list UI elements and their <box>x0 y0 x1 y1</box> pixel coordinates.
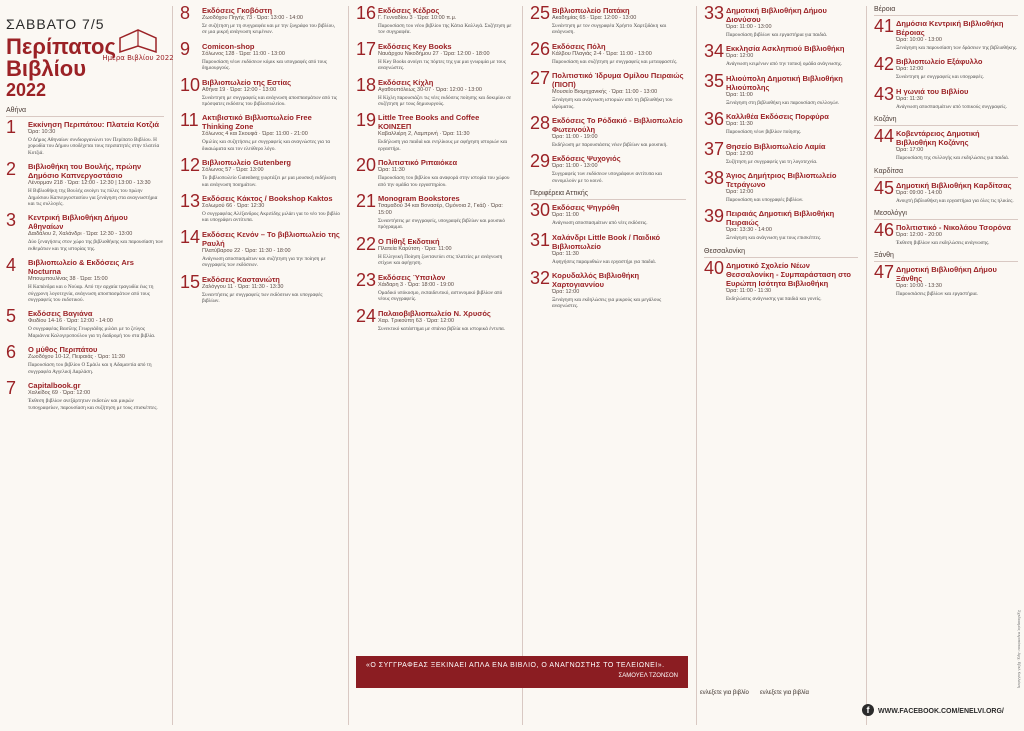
venue-name: Capitalbook.gr <box>28 381 81 391</box>
venue-number: 15 <box>180 271 201 292</box>
venue-name: Βιβλιοπωλείο & Εκδόσεις Ars Nocturna <box>28 258 134 277</box>
venue-description: Συνεκτικό κατάστημα με σπάνια βιβλία και ιστορικά έντυπα. <box>378 325 506 332</box>
venue-name: Comicon-shop <box>202 41 255 51</box>
venue-address-time: Ώρα: 13:30 - 14:00 <box>726 227 772 234</box>
venue-description: Παρουσίαση του βιβλίου Ο Σμάιλι και η Αδαμαντία από τη συγγραφέα Αγγελική Δαρλάση. <box>28 362 152 375</box>
venue-name: Εκδόσεις Πόλη <box>552 41 606 51</box>
book-day-logo <box>102 8 174 64</box>
venue-name: Εκδόσεις Ψυχογιός <box>552 154 621 164</box>
venue-name: Εκδόσεις Καστανιώτη <box>202 274 280 284</box>
venue-entry <box>530 38 686 65</box>
venue-number: 37 <box>704 138 725 159</box>
column-divider <box>172 6 173 725</box>
venue-description: Παρουσίαση του βιβλίου και αναφορά στην ιστορία του χώρου από την ομάδα του εργαστηρίου. <box>378 175 510 188</box>
venue-name: Παλαιοβιβλιοπωλείο Ν. Χρυσός <box>378 308 491 318</box>
venue-entry <box>530 151 686 184</box>
venue-number: 22 <box>356 233 377 254</box>
venue-entry <box>704 3 858 38</box>
venue-number: 39 <box>704 206 725 227</box>
column-4 <box>524 0 692 731</box>
venue-number: 1 <box>6 117 17 137</box>
region-heading: Αθήνα <box>6 107 164 117</box>
venue-description: Ο συγγραφέας Βασίλης Γεωργιάδης μιλάει με το ζεύγος Μαριάννα Καλογεροπούλου για τη διαδρομή του στα βιβλία. <box>28 326 156 339</box>
venue-description: Συγγραφείς των εκδόσεων υπογράφουν αντίτυπα και συνομιλούν με το κοινό. <box>552 171 662 184</box>
venue-number: 25 <box>530 3 551 23</box>
venue-entry <box>356 74 514 108</box>
venue-entry <box>180 38 340 72</box>
venue-description: Παρουσίαση βιβλίων και εργαστήρια για παιδιά. <box>726 32 828 38</box>
venue-name: Κοβεντάρειος Δημοτική Βιβλιοθήκη Κοζάνης <box>896 129 980 148</box>
venue-address-time: Ώρα: 11:00 - 19:00 <box>552 134 598 141</box>
region-heading: Θεσσαλονίκη <box>704 248 858 258</box>
venue-entry <box>180 226 340 269</box>
venue-description: Παρουσίαση της συλλογής και εκδηλώσεις για παιδιά. <box>896 155 1010 162</box>
venue-address-time: Πλατύβαρου 22 · Ώρα: 11:30 - 18:00 <box>202 247 291 254</box>
venue-entry <box>874 83 1018 110</box>
venue-entry <box>180 110 340 152</box>
venue-description: Εκδήλωση για παιδιά και ενηλίκους με αφήγηση ιστοριών και εργαστήρι. <box>378 139 508 152</box>
venue-address-time: Μπουμπουλίνας 38 · Ώρα: 15:00 <box>28 276 108 283</box>
venue-address-time: Ώρα: 10:00 - 13:30 <box>896 283 942 290</box>
quote-text: «Ο ΣΥΓΓΡΑΦΕΑΣ ΞΕΚΙΝΑΕΙ ΑΠΛΑ ΕΝΑ ΒΙΒΛΙΟ, Ο ΑΝΑΓΝΩΣΤΗΣ ΤΟ ΤΕΛΕΙΩΝΕΙ». <box>366 662 665 669</box>
venue-address-time: Πλατεία Καρύτση · Ώρα: 11:00 <box>378 245 452 252</box>
region-heading: Καρδίτσα <box>874 168 1018 178</box>
venue-number: 23 <box>356 269 377 290</box>
venue-number: 12 <box>180 155 201 176</box>
venue-address-time: Ώρα: 11:30 <box>378 167 405 174</box>
venue-address-time: Γ. Γενναδίου 3 · Ώρα: 10:00 π.μ. <box>378 15 457 21</box>
region-heading: Κοζάνη <box>874 116 1018 126</box>
venue-address-time: Ώρα: 12:00 <box>726 150 754 157</box>
venue-entry <box>356 191 514 231</box>
venue-description: Δύο ξεναγήσεις στον χώρο της βιβλιοθήκης και παρουσίαση των εκθεμάτων και της ιστορίας της. <box>28 239 164 252</box>
venue-name: Δημόσια Κεντρική Βιβλιοθήκη Βέροιας <box>896 19 1004 37</box>
venue-description: Ξενάγηση και ανάγνωση για τους επισκέπτες. <box>726 235 822 242</box>
venue-entry <box>530 200 686 227</box>
venue-entry <box>6 342 164 375</box>
partner-logo: ενλεξετε για βιβλία <box>760 690 809 696</box>
venue-number: 43 <box>874 83 895 104</box>
venue-address-time: Ώρα: 10:30 <box>28 129 56 135</box>
venue-address-time: Σόλωνος 4 και Σκουφά · Ώρα: 11:00 - 21:00 <box>202 131 308 138</box>
venue-description: Ο συγγραφέας Αλέξανδρος Ακριτίδης μιλάει για το νέο του βιβλίο και υπογράφει αντίτυπα. <box>202 211 340 224</box>
venue-description: Παρουσίαση και συζήτηση με συγγραφείς και μεταφραστές. <box>552 58 678 65</box>
svg-text:Ημέρα Βιβλίου 2022: Ημέρα Βιβλίου 2022 <box>102 54 174 62</box>
venue-name: Η γωνιά του Βιβλίου <box>896 86 969 96</box>
venue-entry <box>874 177 1018 204</box>
venue-entry <box>6 117 164 156</box>
venue-address-time: Ώρα: 11:00 - 13:00 <box>726 24 772 30</box>
venue-entry <box>530 3 686 36</box>
venue-address-time: Ώρα: 11:30 <box>896 95 923 102</box>
venue-entry <box>530 113 686 149</box>
venue-entry <box>530 229 686 265</box>
venue-description: Ξενάγηση και παρουσίαση των δράσεων της βιβλιοθήκης. <box>896 45 1018 51</box>
venue-address-time: Χαρ. Τρικούπη 63 · Ώρα: 12:00 <box>378 317 455 324</box>
venue-address-time: Ώρα: 11:00 - 13:00 <box>552 163 598 170</box>
venue-name: Εκδόσεις Ψηγρόθη <box>552 203 620 213</box>
venue-name: Βιβλιοθήκη του Βουλής, πρώην Δημόσιο Καπνεργοστάσιο <box>28 162 142 181</box>
venue-description: Εκδηλώσεις ανάγνωσης για παιδιά και γονείς. <box>726 295 822 302</box>
venue-name: Εκδόσεις Ύπσιλον <box>378 272 446 282</box>
venue-address-time: Ζωοδόχου 10-12, Πειραιάς · Ώρα: 11:30 <box>28 354 125 361</box>
venue-number: 42 <box>874 54 895 75</box>
column-2 <box>174 0 346 731</box>
venue-name: Εκδόσεις Γκοβόστη <box>202 6 273 15</box>
venue-address-time: Σολωμού 66 · Ώρα: 12:30 <box>202 203 265 210</box>
venue-description: Ξενάγηση και εκδηλώσεις για μικρούς και μεγάλους αναγνώστες. <box>552 297 662 310</box>
venue-number: 11 <box>180 110 199 131</box>
venue-number: 32 <box>530 268 551 289</box>
venue-description: Η Key Books ανοίγει τις πόρτες της για μια γνωριμία με τους αναγνώστες. <box>378 58 506 72</box>
facebook-icon: f <box>862 704 874 716</box>
entries-list <box>530 3 686 310</box>
venue-number: 26 <box>530 38 551 59</box>
venue-name: Εκδόσεις Key Books <box>378 41 452 51</box>
venue-name: Little Tree Books and Coffee ΚΟΙΝΣΕΠ <box>378 113 480 132</box>
venue-number: 36 <box>704 109 725 130</box>
venue-number: 9 <box>180 38 191 59</box>
venue-address-time: Φειδίου 14-16 · Ώρα: 12:00 - 14:00 <box>28 318 113 325</box>
venue-entry <box>874 262 1018 298</box>
column-5 <box>698 0 864 731</box>
venue-entry <box>180 155 340 188</box>
venue-entry <box>356 155 514 188</box>
venue-number: 14 <box>180 226 201 247</box>
venue-entry <box>704 206 858 242</box>
venue-description: Η Καπάνδρα και ο Νούαρ. Από την αρχαία τραγωδία έως τη σύγχρονη λογοτεχνία, ανάγνωση αποσπασμάτων από τους συγγραφείς του εκδοτικού. <box>28 284 154 304</box>
column-6 <box>868 0 1024 731</box>
venue-entry <box>356 3 514 36</box>
venue-description: Η Βιβλιοθήκη της Βουλής ανοίγει τις πύλες του πρώην Δημόσιου Καπνεργοστασίου για ξενάγηση στα αναγνωστήρια και τις συλλογές. <box>28 188 158 208</box>
venue-name: Εκδόσεις Κίχλη <box>378 77 434 87</box>
venue-description: Ξενάγηση στη βιβλιοθήκη και παρουσίαση συλλογών. <box>726 99 840 106</box>
venue-entry <box>874 16 1018 51</box>
event-date: ΣΑΒΒΑΤΟ 7/5 <box>6 16 105 32</box>
venue-number: 10 <box>180 74 201 95</box>
venue-entry <box>356 269 514 303</box>
venue-entry <box>6 255 164 304</box>
venue-description: Παρουσιάσεις βιβλίων και εργαστήρια. <box>896 291 978 298</box>
venue-address-time: Ώρα: 09:00 - 14:00 <box>896 189 942 196</box>
region-heading: Βέροια <box>874 6 1018 16</box>
venue-entry <box>356 110 514 152</box>
venue-entry <box>356 233 514 267</box>
venue-number: 35 <box>704 70 725 91</box>
venue-entry <box>6 210 164 252</box>
venue-address-time: Αθήνα 19 · Ώρα: 12:00 - 13:00 <box>202 86 277 93</box>
venue-entry <box>356 38 514 72</box>
venue-name: Βιβλιοπωλείο Gutenberg <box>202 158 291 168</box>
venue-description: Εκδήλωση με παρουσιάσεις νέων βιβλίων και μουσική. <box>552 142 668 149</box>
venue-address-time: Ώρα: 12:00 <box>896 66 924 73</box>
venue-description: Συναντήσεις με συγγραφείς, υπογραφές βιβλίων και μουσικό πρόγραμμα. <box>378 218 505 231</box>
venue-name: Εκκλησία Ασκληπιού Βιβλιοθήκη <box>726 44 845 54</box>
venue-address-time: Κάλβου Πλαγιάς 2-4 · Ώρα: 11:00 - 13:00 <box>552 50 652 57</box>
venue-address-time: Ώρα: 12:00 <box>726 53 754 60</box>
venue-name: Βιβλιοπωλείο της Εστίας <box>202 77 292 87</box>
venue-number: 21 <box>356 191 377 212</box>
venue-number: 16 <box>356 3 377 23</box>
venue-number: 45 <box>874 177 895 198</box>
venue-name: Monogram Bookstores <box>378 194 460 204</box>
venue-address-time: Χάιδαρη 3 · Ώρα: 18:00 - 19:00 <box>378 281 454 288</box>
venue-address-time: Ζαλόγγου 11 · Ώρα: 11:30 - 13:30 <box>202 283 284 290</box>
design-credit: Σχεδιασμός περιπάτου: Αρχ. Εβελ Καλλιάνη <box>1017 610 1022 688</box>
venue-entry <box>180 191 340 224</box>
venue-description: Το βιβλιοπωλείο Gutenberg γιορτάζει με μια μουσική εκδήλωση και ανάγνωση ποιημάτων. <box>202 175 337 188</box>
entries-list <box>6 107 164 411</box>
venue-name: Πολιτιστικό Ίδρυμα Ομίλου Πειραιώς (ΠΙΟΠ) <box>552 71 684 90</box>
region-heading: Ξάνθη <box>874 252 1018 262</box>
venue-name: Ηλιούπολη Δημοτική Βιβλιοθήκη Ηλιούπολης <box>726 73 843 92</box>
venue-description: Ξενάγηση και ανάγνωση ιστοριών από τη βιβλιοθήκη του ιδρύματος. <box>552 97 673 110</box>
venue-description: Έκθεση βιβλίων και εκδηλώσεις ανάγνωσης. <box>896 240 990 247</box>
venue-name: Κεντρική Βιβλιοθήκη Δήμου Αθηναίων <box>28 213 128 232</box>
venue-address-time: Ώρα: 10:00 - 13:00 <box>896 37 942 43</box>
venue-entry <box>874 126 1018 162</box>
venue-name: Πολιτιστικό - Νικολάου Τσορόνα <box>896 223 1011 233</box>
venue-address-time: Ώρα: 11:00 <box>552 212 579 219</box>
column-divider <box>866 6 867 725</box>
venue-name: Δημοτική Βιβλιοθήκη Καρδίτσας <box>896 180 1012 190</box>
venue-entry <box>704 257 858 302</box>
venue-name: Εκδόσεις Κενόν – Το βιβλιοπωλείο της Ραυλή <box>202 229 340 248</box>
venue-name: Βιβλιοπωλείο Πατάκη <box>552 6 630 15</box>
venue-address-time: Ζωοδόχου Πηγής 73 · Ώρα: 13:00 - 14:00 <box>202 15 303 21</box>
venue-number: 4 <box>6 255 17 276</box>
venue-description: Η Κίχλη παρουσιάζει τις νέες εκδόσεις ποίησης και δοκιμίου σε συζήτηση με τους δημιουργούς. <box>378 94 512 108</box>
venue-address-time: Σόλωνος 128 · Ώρα: 11:00 - 13:00 <box>202 50 285 57</box>
venue-number: 18 <box>356 74 377 95</box>
venue-description: Σε συζήτηση με τη συγγραφέα και με την ζωγράφο του βιβλίου, σε μια μικρή ανάγνωση κειμένων. <box>202 23 336 36</box>
venue-address-time: Ώρα: 11:30 <box>726 121 753 128</box>
venue-name: Δημοτικό Σχολείο Νέων Θεσσαλονίκη - Συμπαράσταση στο Ευρώπη Ισότητα Βιβλιοθήκη <box>726 260 851 288</box>
venue-number: 20 <box>356 155 377 176</box>
venue-description: Συνάντηση με συγγραφείς και ανάγνωση αποσπασμάτων από τις πρόσφατες εκδόσεις του βιβλιοπωλείου. <box>202 94 337 108</box>
column-1 <box>0 0 174 731</box>
venue-address-time: Αγαθουπόλεως 30-07 · Ώρα: 12:00 - 13:00 <box>378 86 482 93</box>
venue-description: Ο Δήμος Αθηναίων συνδιοργανώνει τον Περίπατο Βιβλίου. Η χορωδία του Δήμου υποδέχεται τους περιπατητές στην πλατεία Κοτζιά. <box>28 137 160 156</box>
venue-entry <box>704 109 858 136</box>
venue-address-time: Χαλκίδος 69 · Ώρα: 12:00 <box>28 390 91 397</box>
venue-description: Αφηγήσεις παραμυθιών και εργαστήρι για παιδιά. <box>552 258 657 265</box>
venue-number: 2 <box>6 159 17 180</box>
venue-description: Συναντήσεις με συγγραφείς των εκδόσεων και υπογραφές βιβλίων. <box>202 291 323 305</box>
venue-description: Παρουσίαση νέων βιβλίων ποίησης. <box>726 129 802 136</box>
venue-name: Εκδόσεις Το Ρόδακιό - Βιβλιοπωλείο Φωτεινούλη <box>552 116 683 135</box>
venue-number: 7 <box>6 378 17 399</box>
venue-name: Άγιος Δημήτριος Βιβλιοπωλείο Τετράγωνο <box>726 171 837 190</box>
venue-address-time: Ακαδημίας 65 · Ώρα: 12:00 - 13:00 <box>552 15 637 21</box>
venue-address-time: Λένορμαν 218 · Ώρα: 12:00 - 12:30 | 13:00 - 13:30 <box>28 180 151 187</box>
venue-address-time: Ώρα: 12:00 - 20:00 <box>896 232 942 239</box>
venue-name: Εκδόσεις Βαγιάνα <box>28 309 93 319</box>
quote-banner <box>356 656 688 688</box>
venue-name: Πειραιάς Δημοτική Βιβλιοθήκη Πειραιώς <box>726 209 835 228</box>
venue-entry <box>874 54 1018 81</box>
venue-name: Ο μύθος Περιπάτου <box>28 345 98 355</box>
venue-name: Πολιτιστικό Ριπαιόκεα <box>378 158 458 168</box>
venue-name: Δημοτική Βιβλιοθήκη Δήμου Διονύσου <box>726 6 827 24</box>
venue-address-time: Σόλωνος 57 · Ώρα: 13:00 <box>202 167 264 174</box>
venue-entry <box>704 168 858 204</box>
venue-number: 27 <box>530 68 551 89</box>
venue-description: Παρουσίαση νέων εκδόσεων κόμικ και υπογραφές από τους δημιουργούς. <box>202 58 327 72</box>
venue-entry <box>180 3 340 36</box>
venue-name: Εκδόσεις Κάκτος / Bookshop Kaktos <box>202 194 333 204</box>
venue-description: Ομαδικό υπόκοσμο, εκπαιδευτικό, αστυνομικό βιβλίων από νέους συγγραφείς. <box>378 289 503 303</box>
venue-entry <box>180 74 340 108</box>
region-heading: Μεσολόγγι <box>874 210 1018 220</box>
venue-name: Χαλάνδρι Little Book / Παιδικό Βιβλιοπωλείο <box>552 232 661 251</box>
region-heading: Περιφέρεια Αττικής <box>530 190 686 200</box>
venue-name: Βιβλιοπωλείο Εξάφυλλο <box>896 57 983 67</box>
venue-description: Ανάγνωση αποσπασμάτων από τοπικούς συγγραφείς. <box>896 103 1007 110</box>
venue-number: 47 <box>874 262 895 283</box>
event-year: 2022 <box>6 80 47 100</box>
venue-number: 41 <box>874 16 895 36</box>
venue-name: Κορυδαλλός Βιβλιοθήκη Χαρτογιαννίου <box>552 271 640 290</box>
venue-entry <box>704 41 858 68</box>
venue-description: Ανοιχτή βιβλιοθήκη και εργαστήρια για όλες τις ηλικίες. <box>896 197 1014 204</box>
venue-description: Παρουσίαση του νέου βιβλίου της Κάτια Καλλιγά. Συζήτηση με τον συγγραφέα. <box>378 23 512 36</box>
venue-number: 40 <box>704 257 725 278</box>
venue-description: Έκθεση βιβλίων ανεξάρτητων εκδοτών και μικρών τυπογραφείων, παρουσίαση και συζήτηση με τους επισκέπτες. <box>28 398 158 411</box>
venue-name: Εκκίνηση Περιπάτου: Πλατεία Κοτζιά <box>28 120 160 129</box>
venue-number: 13 <box>180 191 201 212</box>
venue-name: Θησείο Βιβλιοπωλείο Λαμία <box>726 141 826 151</box>
column-3 <box>350 0 520 731</box>
venue-address-time: Ώρα: 12:00 <box>552 289 580 296</box>
quote-author: ΣΑΜΟΥΕΛ ΤΖΟΝΣΟΝ <box>618 673 678 679</box>
venue-entry <box>6 306 164 339</box>
venue-description: Η Ελληνική Ποίηση ζωντανεύει στις πλατείες με ανάγνωση στίχων και αφήγηση. <box>378 253 503 267</box>
venue-address-time: Ώρα: 12:00 <box>726 189 754 196</box>
venue-description: Ανάγνωση κειμένων από την τοπική ομάδα ανάγνωσης. <box>726 61 843 68</box>
venue-address-time: Δαιδάλου 2, Χαλάνδρι · Ώρα: 12:30 - 13:00 <box>28 231 133 238</box>
venue-entry <box>6 378 164 411</box>
venue-entry <box>874 220 1018 247</box>
column-divider <box>522 6 523 725</box>
venue-address-time: Ώρα: 17:00 <box>896 147 924 154</box>
venue-number: 28 <box>530 113 551 134</box>
venue-number: 8 <box>180 3 191 23</box>
venue-description: Ανάγνωση αποσπασμάτων από νέες εκδόσεις. <box>552 220 648 227</box>
venue-entry <box>530 268 686 310</box>
venue-number: 5 <box>6 306 17 327</box>
venue-name: Δημοτική Βιβλιοθήκη Δήμου Ξάνθης <box>896 265 997 284</box>
venue-address-time: Ώρα: 11:00 - 11:30 <box>726 287 772 294</box>
venue-number: 24 <box>356 305 377 326</box>
venue-number: 44 <box>874 126 895 147</box>
venue-name: Εκδόσεις Κέδρος <box>378 6 440 15</box>
venue-address-time: Ώρα: 11:30 <box>552 250 579 257</box>
poster-header <box>6 16 174 101</box>
venue-description: Ομιλίες και συζητήσεις με συγγραφείς και αναγνώστες για τα δικαιώματα και τον ελεύθερο λόγο. <box>202 139 331 152</box>
venue-number: 3 <box>6 210 17 231</box>
facebook-url: WWW.FACEBOOK.COM/ENELVI.ORG/ <box>878 708 1004 715</box>
entries-list <box>356 3 514 332</box>
venue-number: 46 <box>874 220 895 241</box>
entries-list <box>180 3 340 305</box>
venue-entry <box>704 138 858 165</box>
venue-address-time: Ναυάρχου Νικοδήμου 27 · Ώρα: 12:00 - 18:00 <box>378 50 490 57</box>
venue-number: 29 <box>530 151 551 172</box>
venue-entry <box>6 159 164 208</box>
venue-number: 30 <box>530 200 551 221</box>
event-title: Περίπατος Βιβλίου <box>6 34 116 81</box>
venue-number: 6 <box>6 342 17 363</box>
venue-entry <box>704 70 858 106</box>
venue-address-time: Ώρα: 11:00 <box>726 91 753 98</box>
facebook-link[interactable] <box>862 704 1004 716</box>
venue-address-time: Καβαλλιέρη 2, Λαμπρινή · Ώρα: 11:30 <box>378 131 470 138</box>
venue-description: Ανάγνωση αποσπασμάτων και συζήτηση για την ποίηση με συγγραφείς των εκδόσεων. <box>202 255 326 269</box>
venue-description: Συνάντηση με τον συγγραφέα Χρήστο Χαρτζιδάκη και ανάγνωση. <box>552 23 667 36</box>
entries-list <box>874 6 1018 298</box>
column-divider <box>696 6 697 725</box>
venue-number: 17 <box>356 38 377 59</box>
venue-address-time: Μουσείο Βιομηχανικής · Ώρα: 11:00 - 13:00 <box>552 89 658 96</box>
venue-entry <box>530 68 686 110</box>
entries-list <box>704 3 858 302</box>
venue-number: 31 <box>530 229 551 250</box>
venue-description: Συνάντηση με συγγραφείς και υπογραφές. <box>896 74 984 81</box>
venue-entry <box>180 271 340 305</box>
partner-logo: ενλεξετε για βιβλίο <box>700 690 749 696</box>
venue-number: 34 <box>704 41 725 62</box>
venue-name: Ακτιβιστικό Βιβλιοπωλείο Free Thinking Zone <box>202 113 312 132</box>
venue-entry <box>356 305 514 332</box>
venue-description: Συζήτηση με συγγραφείς για τη λογοτεχνία. <box>726 158 818 165</box>
venue-name: Καλλιθέα Εκδόσεις Πορφύρα <box>726 112 829 122</box>
venue-address-time: Τσαμαδού 34 και Βονασέρ, Ομόνοια 2, Γκάζι · Ώρα: 15:00 <box>378 203 503 217</box>
venue-name: Ο Πίθηξ Εκδοτική <box>378 236 440 246</box>
venue-number: 33 <box>704 3 725 23</box>
column-divider <box>348 6 349 725</box>
venue-number: 38 <box>704 168 725 189</box>
venue-number: 19 <box>356 110 377 131</box>
venue-description: Παρουσίαση και υπογραφές βιβλίων. <box>726 197 804 204</box>
